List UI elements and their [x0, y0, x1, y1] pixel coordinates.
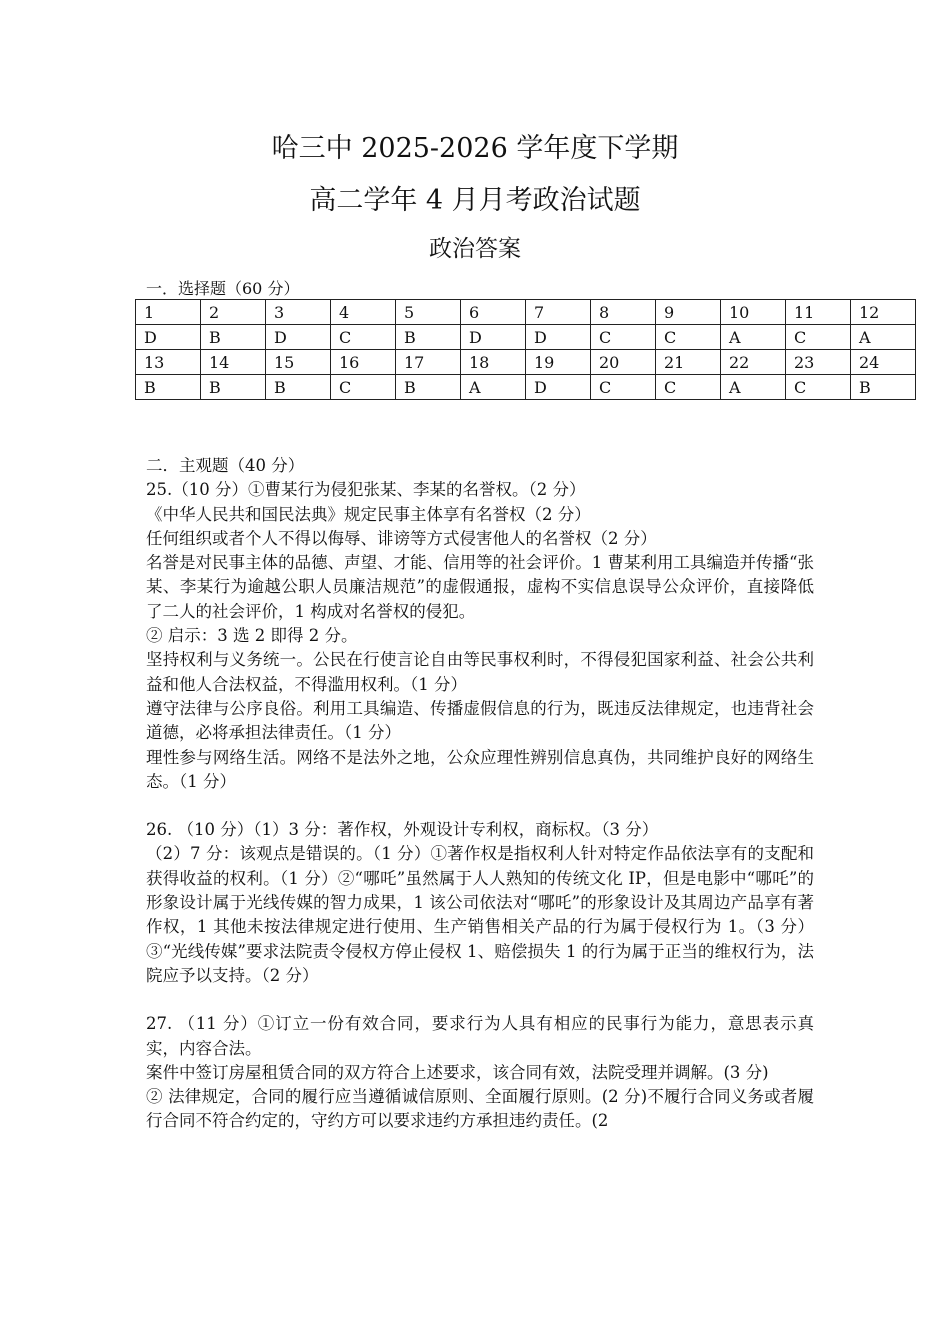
answer-cell: C — [591, 375, 656, 400]
q27-paragraph: ② 法律规定，合同的履行应当遵循诚信原则、全面履行原则。(2 分)不履行合同义务或者履行合同不符合约定的，守约方可以要求违约方承担违约责任。(2 — [146, 1087, 814, 1131]
answer-cell: A — [721, 375, 786, 400]
question-number-cell: 19 — [526, 350, 591, 375]
answer-cell: B — [136, 375, 201, 400]
answer-key-title: 政治答案 — [429, 236, 521, 262]
answer-cell: C — [656, 325, 721, 350]
answer-row — [136, 325, 916, 350]
answer-cell: C — [786, 375, 851, 400]
question-number-cell: 5 — [396, 300, 461, 325]
answer-cell: B — [201, 375, 266, 400]
q25-line: 《中华人民共和国民法典》规定民事主体享有名誉权（2 分） — [146, 504, 591, 524]
exam-title-line-2: 高二学年 4 月月考政治试题 — [309, 185, 641, 216]
q26-paragraph: （2）7 分：该观点是错误的。（1 分）①著作权是指权利人针对特定作品依法享有的支配和获得收益的权利。（1 分）②“哪吒”虽然属于人人熟知的传统文化 IP，但是电影中“哪吒”的形象设计属于光线传媒的智力成果，1 该公司依法对“哪吒”的形象设计及其周边产品享有著作权，1 其他未按法律规定进行使用、生产销售相关产品的行为属于侵权行为 1。（3 分）③“光线传媒”要求法院责令侵权方停止侵权 1、赔偿损失 1 的行为属于正当的维权行为，法院应予以支持。（2 分） — [146, 844, 814, 985]
question-number-cell: 22 — [721, 350, 786, 375]
question-number-cell: 17 — [396, 350, 461, 375]
question-number-cell: 1 — [136, 300, 201, 325]
question-number-cell: 24 — [851, 350, 916, 375]
q25-paragraph: 遵守法律与公序良俗。利用工具编造、传播虚假信息的行为，既违反法律规定，也违背社会道德，必将承担法律责任。（1 分） — [146, 698, 814, 743]
answer-cell: D — [526, 375, 591, 400]
q25-paragraph: 名誉是对民事主体的品德、声望、才能、信用等的社会评价。1 曹某利用工具编造并传播“张某、李某行为逾越公职人员廉洁规范”的虚假通报，虚构不实信息误导公众评价，直接降低了二人的社会评价，1 构成对名誉权的侵犯。 — [146, 553, 814, 621]
question-number-cell: 18 — [461, 350, 526, 375]
question-number-cell: 20 — [591, 350, 656, 375]
answer-cell: A — [461, 375, 526, 400]
answer-row — [136, 375, 916, 400]
question-number-row — [136, 350, 916, 375]
answer-cell: B — [201, 325, 266, 350]
q27-paragraph: 案件中签订房屋租赁合同的双方符合上述要求，该合同有效，法院受理并调解。(3 分) — [146, 1062, 769, 1082]
question-number-cell: 14 — [201, 350, 266, 375]
answer-cell: A — [851, 325, 916, 350]
question-number-row — [136, 300, 916, 325]
question-number-cell: 4 — [331, 300, 396, 325]
q27-paragraph: 27. （11 分）①订立一份有效合同，要求行为人具有相应的民事行为能力，意思表示真实，内容合法。 — [146, 1014, 814, 1058]
question-number-cell: 3 — [266, 300, 331, 325]
q25-paragraph: 坚持权利与义务统一。公民在行使言论自由等民事权利时，不得侵犯国家利益、社会公共利益和他人合法权益，不得滥用权利。（1 分） — [146, 650, 814, 694]
answer-cell: D — [526, 325, 591, 350]
answer-cell: C — [331, 325, 396, 350]
q25-paragraph: 理性参与网络生活。网络不是法外之地，公众应理性辨别信息真伪，共同维护良好的网络生态。（1 分） — [146, 747, 814, 791]
question-number-cell: 15 — [266, 350, 331, 375]
question-number-cell: 7 — [526, 300, 591, 325]
question-number-cell: 6 — [461, 300, 526, 325]
question-number-cell: 21 — [656, 350, 721, 375]
question-number-cell: 8 — [591, 300, 656, 325]
q25-line: ② 启示：3 选 2 即得 2 分。 — [146, 626, 358, 646]
q25-line: 25.（10 分）①曹某行为侵犯张某、李某的名誉权。（2 分） — [146, 480, 586, 500]
section-1-heading: 一．选择题（60 分） — [146, 279, 300, 298]
question-number-cell: 10 — [721, 300, 786, 325]
answer-table — [135, 299, 916, 400]
answer-cell: B — [396, 325, 461, 350]
q25-line: 任何组织或者个人不得以侮辱、诽谤等方式侵害他人的名誉权（2 分） — [146, 528, 657, 548]
answer-cell: D — [266, 325, 331, 350]
question-number-cell: 11 — [786, 300, 851, 325]
answer-cell: D — [461, 325, 526, 350]
answer-cell: C — [786, 325, 851, 350]
subjective-section — [146, 454, 814, 1134]
question-number-cell: 12 — [851, 300, 916, 325]
answer-cell: B — [396, 375, 461, 400]
q26-line: 26. （10 分）（1）3 分：著作权，外观设计专利权，商标权。（3 分） — [146, 820, 659, 840]
answer-cell: A — [721, 325, 786, 350]
question-number-cell: 16 — [331, 350, 396, 375]
answer-cell: D — [136, 325, 201, 350]
question-number-cell: 13 — [136, 350, 201, 375]
answer-cell: B — [266, 375, 331, 400]
question-number-cell: 9 — [656, 300, 721, 325]
section-2-heading: 二．主观题（40 分） — [146, 456, 305, 475]
answer-cell: C — [591, 325, 656, 350]
answer-cell: B — [851, 375, 916, 400]
exam-title-line-1: 哈三中 2025-2026 学年度下学期 — [271, 133, 679, 164]
question-number-cell: 2 — [201, 300, 266, 325]
answer-cell: C — [331, 375, 396, 400]
question-number-cell: 23 — [786, 350, 851, 375]
answer-cell: C — [656, 375, 721, 400]
